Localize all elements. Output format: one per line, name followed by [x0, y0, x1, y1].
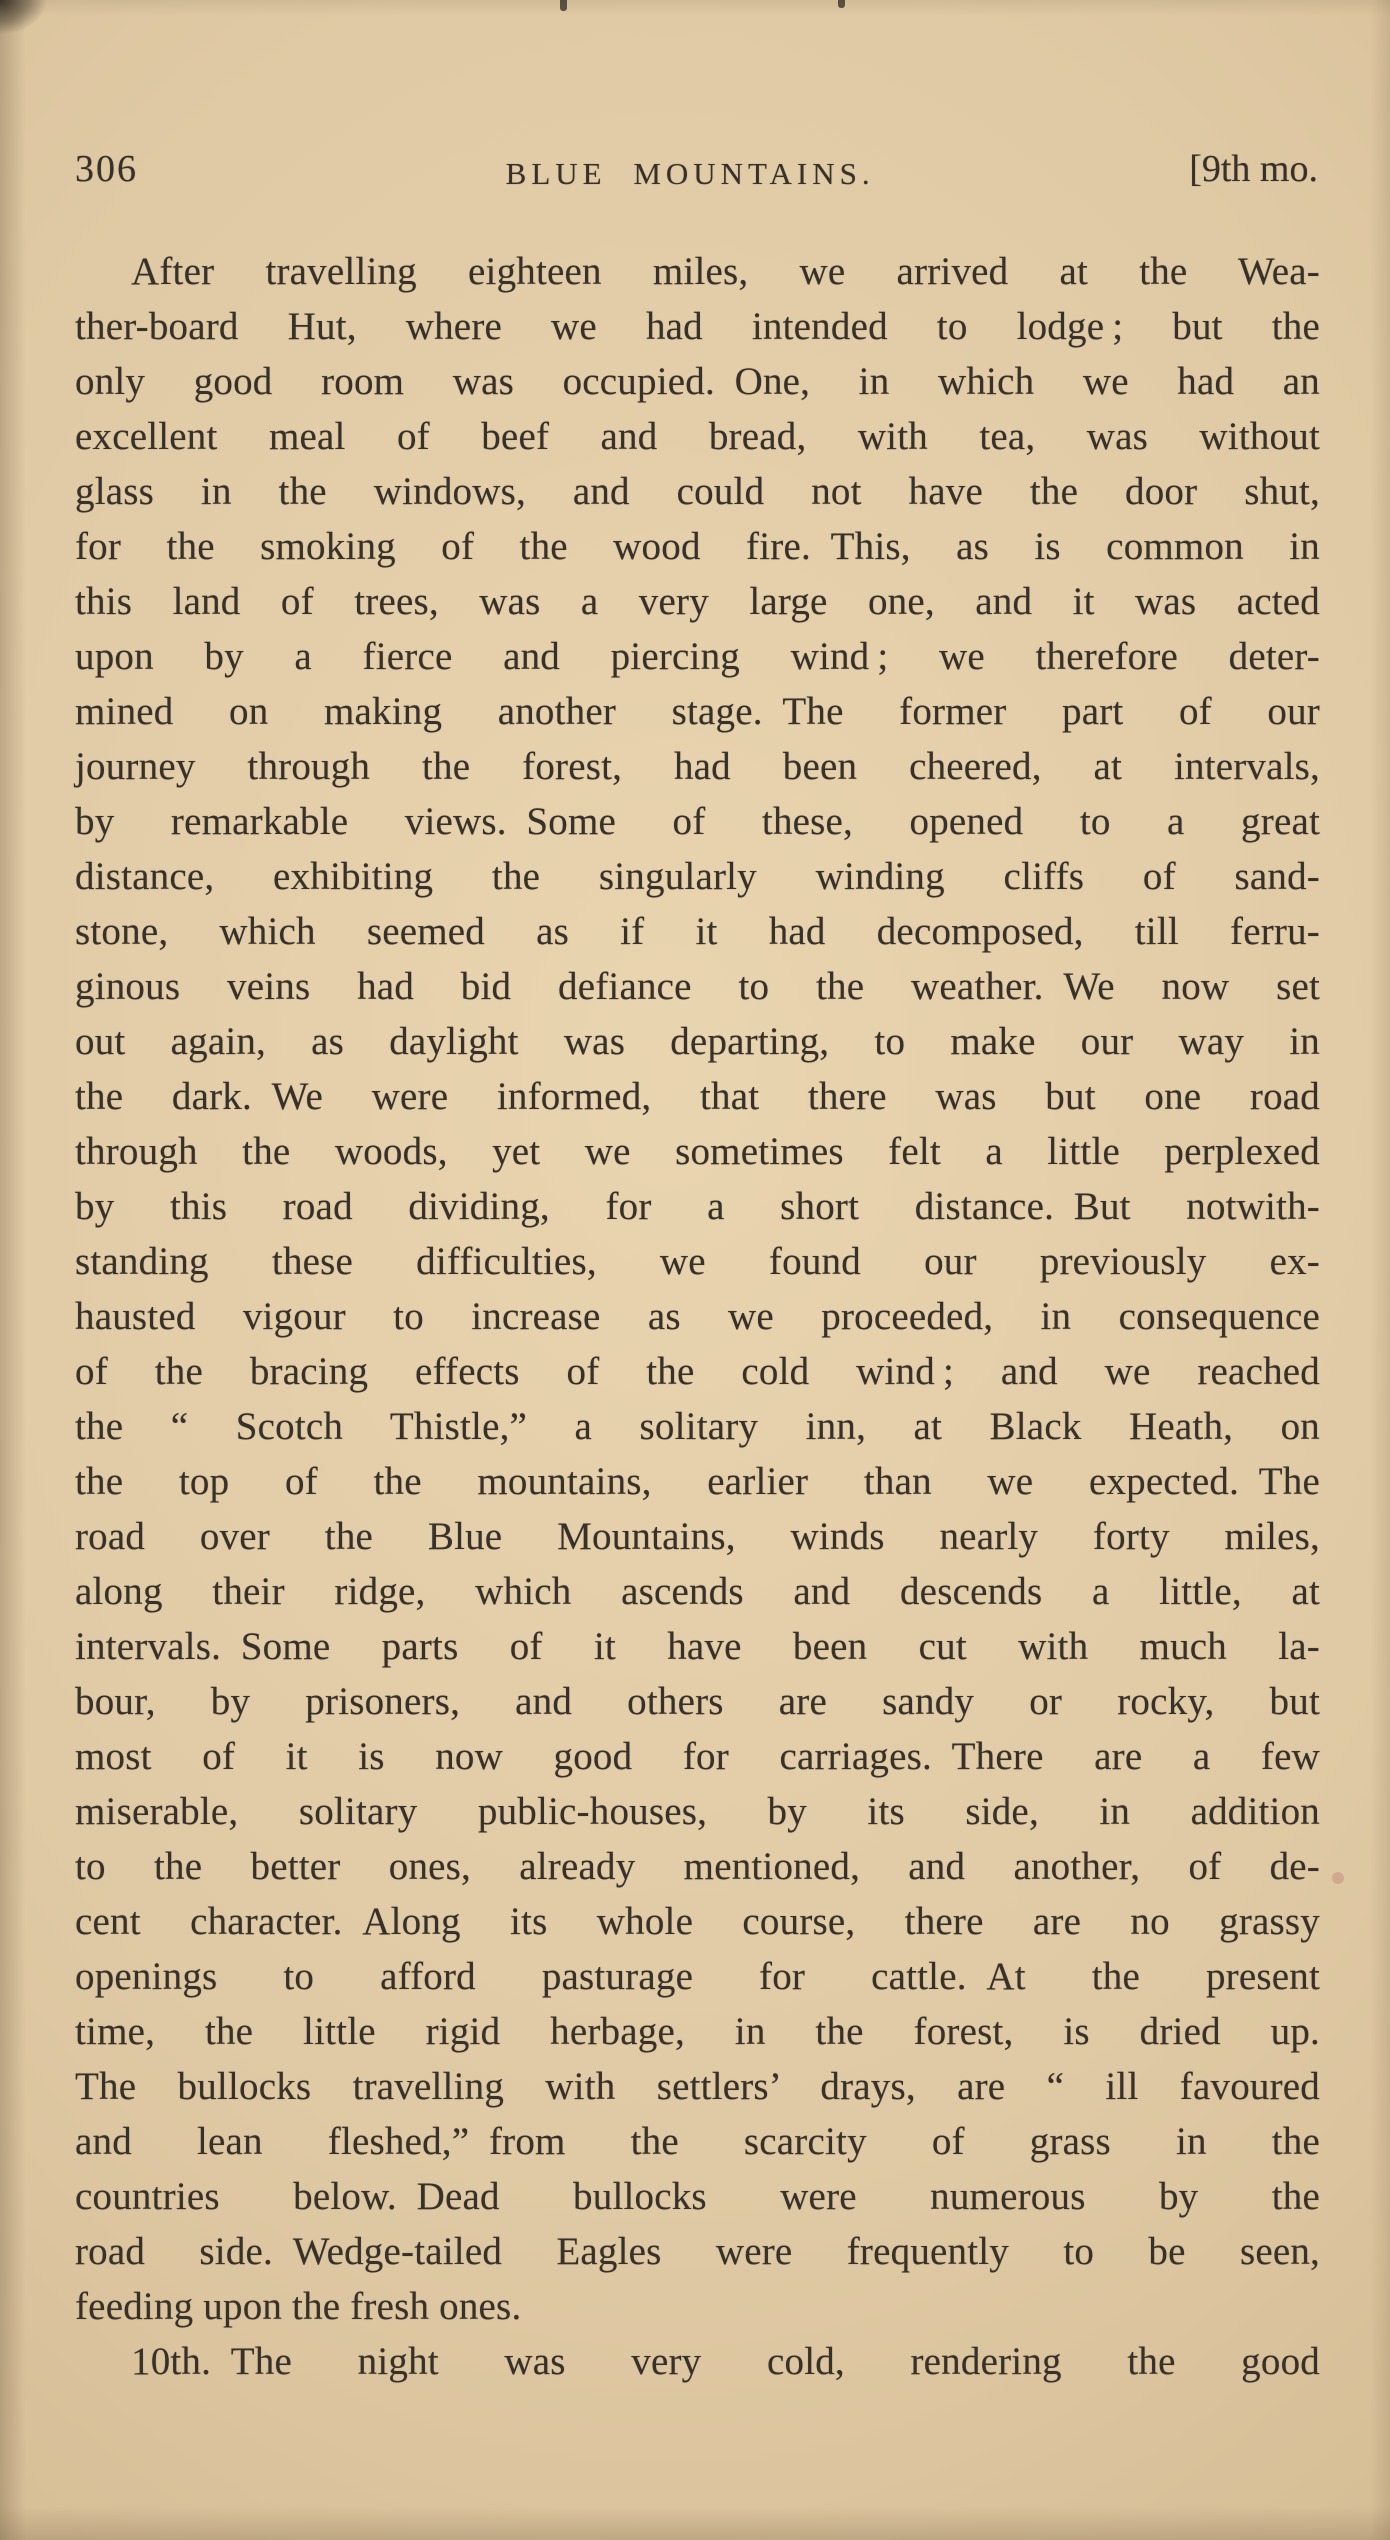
text-line: road side. Wedge-tailed Eagles were frequently to be seen,	[75, 2230, 1320, 2273]
text-line: After travelling eighteen miles, we arrived at the Wea-	[131, 250, 1320, 293]
text-line: and lean fleshed,” from the scarcity of grass in the	[75, 2120, 1320, 2163]
text-line: hausted vigour to increase as we proceeded, in consequence	[75, 1295, 1320, 1338]
scan-edge-shadow-bottom	[0, 2506, 1390, 2540]
text-line: mined on making another stage. The former part of our	[75, 690, 1320, 733]
text-line: road over the Blue Mountains, winds nearly forty miles,	[75, 1515, 1320, 1558]
scan-speck	[1332, 1872, 1344, 1884]
text-line: most of it is now good for carriages. There are a few	[75, 1735, 1320, 1778]
text-line: to the better ones, already mentioned, and another, of de-	[75, 1845, 1320, 1888]
text-line: for the smoking of the wood fire. This, as is common in	[75, 525, 1320, 568]
text-line: ginous veins had bid defiance to the weather. We now set	[75, 965, 1320, 1008]
text-line: glass in the windows, and could not have the door shut,	[75, 470, 1320, 513]
running-title: BLUE MOUNTAINS.	[505, 156, 875, 191]
page-header	[75, 148, 1320, 190]
text-line: by this road dividing, for a short distance. But notwith-	[75, 1185, 1320, 1228]
text-line: The bullocks travelling with settlers’ drays, are “ ill favoured	[75, 2065, 1320, 2108]
text-line: this land of trees, was a very large one, and it was acted	[75, 580, 1320, 623]
text-line: of the bracing effects of the cold wind ; and we reached	[75, 1350, 1320, 1393]
text-line: journey through the forest, had been cheered, at intervals,	[75, 745, 1320, 788]
text-line: standing these difficulties, we found our previously ex-	[75, 1240, 1320, 1283]
text-line: by remarkable views. Some of these, opened to a great	[75, 800, 1320, 843]
scan-mark	[838, 0, 845, 8]
text-line: cent character. Along its whole course, there are no grassy	[75, 1900, 1320, 1943]
text-line: intervals. Some parts of it have been cut with much la-	[75, 1625, 1320, 1668]
scan-edge-shadow-right	[1370, 0, 1390, 2540]
text-line: bour, by prisoners, and others are sandy or rocky, but	[75, 1680, 1320, 1723]
text-line: openings to afford pasturage for cattle. At the present	[75, 1955, 1320, 1998]
text-line: only good room was occupied. One, in which we had an	[75, 360, 1320, 403]
text-line: feeding upon the fresh ones.	[75, 2285, 522, 2328]
scan-edge-shadow-top	[0, 0, 1390, 16]
text-line: distance, exhibiting the singularly winding cliffs of sand-	[75, 855, 1320, 898]
text-line: through the woods, yet we sometimes felt a little perplexed	[75, 1130, 1320, 1173]
scan-corner-smudge	[0, 0, 46, 34]
date-marker: [9th mo.	[1189, 148, 1318, 190]
text-line: along their ridge, which ascends and descends a little, at	[75, 1570, 1320, 1613]
text-line: miserable, solitary public-houses, by its side, in addition	[75, 1790, 1320, 1833]
text-line: the dark. We were informed, that there was but one road	[75, 1075, 1320, 1118]
text-line: the “ Scotch Thistle,” a solitary inn, at Black Heath, on	[75, 1405, 1320, 1448]
body-text	[75, 244, 1320, 2389]
text-line: ther-board Hut, where we had intended to lodge ; but the	[75, 305, 1320, 348]
text-line: upon by a fierce and piercing wind ; we therefore deter-	[75, 635, 1320, 678]
text-line: time, the little rigid herbage, in the forest, is dried up.	[75, 2010, 1320, 2053]
text-line: stone, which seemed as if it had decomposed, till ferru-	[75, 910, 1320, 953]
text-line: 10th. The night was very cold, rendering the good	[131, 2340, 1320, 2383]
text-line: the top of the mountains, earlier than we expected. The	[75, 1460, 1320, 1503]
scan-mark	[560, 0, 567, 11]
text-line: out again, as daylight was departing, to make our way in	[75, 1020, 1320, 1063]
page-number: 306	[75, 148, 138, 190]
text-line: excellent meal of beef and bread, with tea, was without	[75, 415, 1320, 458]
text-line: countries below. Dead bullocks were numerous by the	[75, 2175, 1320, 2218]
scan-edge-shadow-left	[0, 0, 26, 2540]
